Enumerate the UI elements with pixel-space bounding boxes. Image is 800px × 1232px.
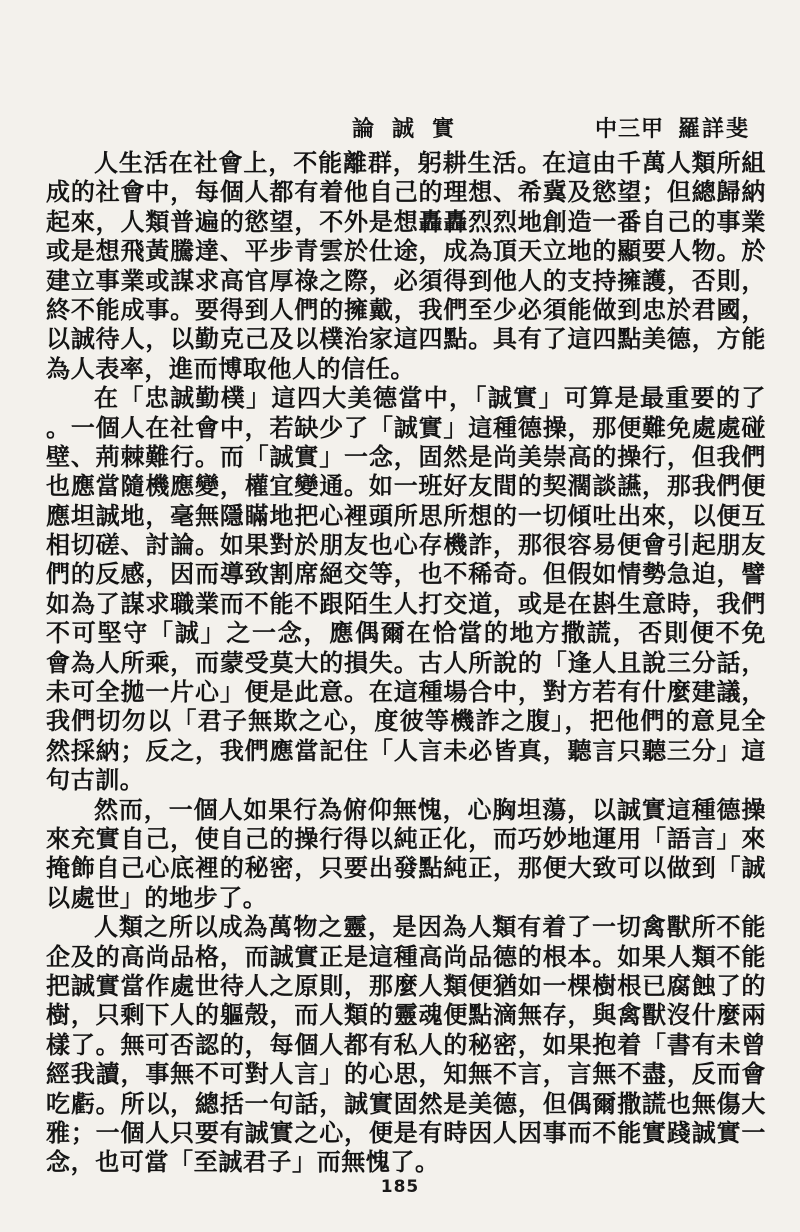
author-name: 羅詳斐 [678,116,751,142]
text-line: 建立事業或謀求高官厚祿之際，必須得到他人的支持擁護，否則， [46,265,766,295]
author-byline [595,112,750,143]
text-line: 或是想飛黃騰達、平步青雲於仕途，成為頂天立地的顯要人物。於 [46,236,766,266]
text-line: 未可全拋一片心」便是此意。在這種場合中，對方若有什麼建議， [46,677,766,707]
paragraph [46,795,766,913]
text-line: 然而，一個人如果行為俯仰無愧，心胸坦蕩，以誠實這種德操 [94,794,766,824]
text-line: 來充實自己，使自己的操行得以純正化，而巧妙地運用「語言」來 [46,823,766,853]
text-line: 經我讀，事無不可對人言」的心思，知無不言，言無不盡，反而會 [46,1059,766,1089]
text-line: 以處世」的地步了。 [46,882,268,912]
text-line: 雅；一個人只要有誠實之心，便是有時因人因事而不能實踐誠實一 [46,1117,766,1147]
text-line: 為人表率，進而博取他人的信任。 [46,353,415,383]
text-line: 吃虧。所以，總括一句話，誠實固然是美德，但偶爾撒謊也無傷大 [46,1088,766,1118]
author-class: 中三甲 [595,116,665,142]
text-line: 樣了。無可否認的，每個人都有私人的秘密，如果抱着「書有未曾 [46,1029,766,1059]
text-line: 成的社會中，每個人都有着他自己的理想、希冀及慾望；但總歸納 [46,177,766,207]
text-line: 不可堅守「誠」之一念，應偶爾在恰當的地方撒謊，否則便不免 [46,618,766,648]
text-line: 我們切勿以「君子無欺之心，度彼等機詐之腹」，把他們的意見全 [46,706,766,736]
text-line: 會為人所乘，而蒙受莫大的損失。古人所說的「逢人且說三分話， [46,647,766,677]
text-line: 人類之所以成為萬物之靈，是因為人類有着了一切禽獸所不能 [94,912,766,942]
text-line: 如為了謀求職業而不能不跟陌生人打交道，或是在斟生意時，我們 [46,588,766,618]
text-line: 們的反感，因而導致割席絕交等，也不稀奇。但假如情勢急迫，譬 [46,559,766,589]
paragraph [46,912,766,1177]
text-line: 也應當隨機應變，權宜變通。如一班好友間的契濶談讌，那我們便 [46,471,766,501]
paragraph [46,148,766,383]
text-line: 相切磋、討論。如果對於朋友也心存機詐，那很容易便會引起朋友 [46,530,766,560]
page-number: 185 [380,1177,420,1197]
article-title: 論誠實 [352,116,473,142]
text-line: 以誠待人，以勤克己及以樸治家這四點。具有了這四點美德，方能 [46,324,766,354]
text-line: 句古訓。 [46,765,145,795]
text-line: 終不能成事。要得到人們的擁戴，我們至少必須能做到忠於君國， [46,294,766,324]
text-line: 在「忠誠勤樸」這四大美德當中，「誠實」可算是最重要的了 [94,383,766,413]
text-line: 。一個人在社會中，若缺少了「誠實」這種德操，那便難免處處碰 [46,412,766,442]
text-line: 然採納；反之，我們應當記住「人言未必皆真，聽言只聽三分」這 [46,735,766,765]
text-line: 掩飾自己心底裡的秘密，只要出發點純正，那便大致可以做到「誠 [46,853,766,883]
text-line: 念，也可當「至誠君子」而無愧了。 [46,1147,440,1177]
paragraph [46,383,766,794]
article-header [0,112,800,148]
text-line: 把誠實當作處世待人之原則，那麼人類便猶如一棵樹根已腐蝕了的 [46,970,766,1000]
text-line: 應坦誠地，毫無隱瞞地把心裡頭所思所想的一切傾吐出來，以便互 [46,500,766,530]
text-line: 樹，只剩下人的軀殼，而人類的靈魂便點滴無存，與禽獸沒什麼兩 [46,1000,766,1030]
text-line: 人生活在社會上，不能離群，躬耕生活。在這由千萬人類所組 [94,148,766,177]
text-line: 起來，人類普遍的慾望，不外是想轟轟烈烈地創造一番自己的事業 [46,206,766,236]
text-line: 企及的高尚品格，而誠實正是這種高尚品德的根本。如果人類不能 [46,941,766,971]
text-line: 壁、荊棘難行。而「誠實」一念，固然是尚美崇高的操行，但我們 [46,441,766,471]
article-body [46,148,766,1177]
